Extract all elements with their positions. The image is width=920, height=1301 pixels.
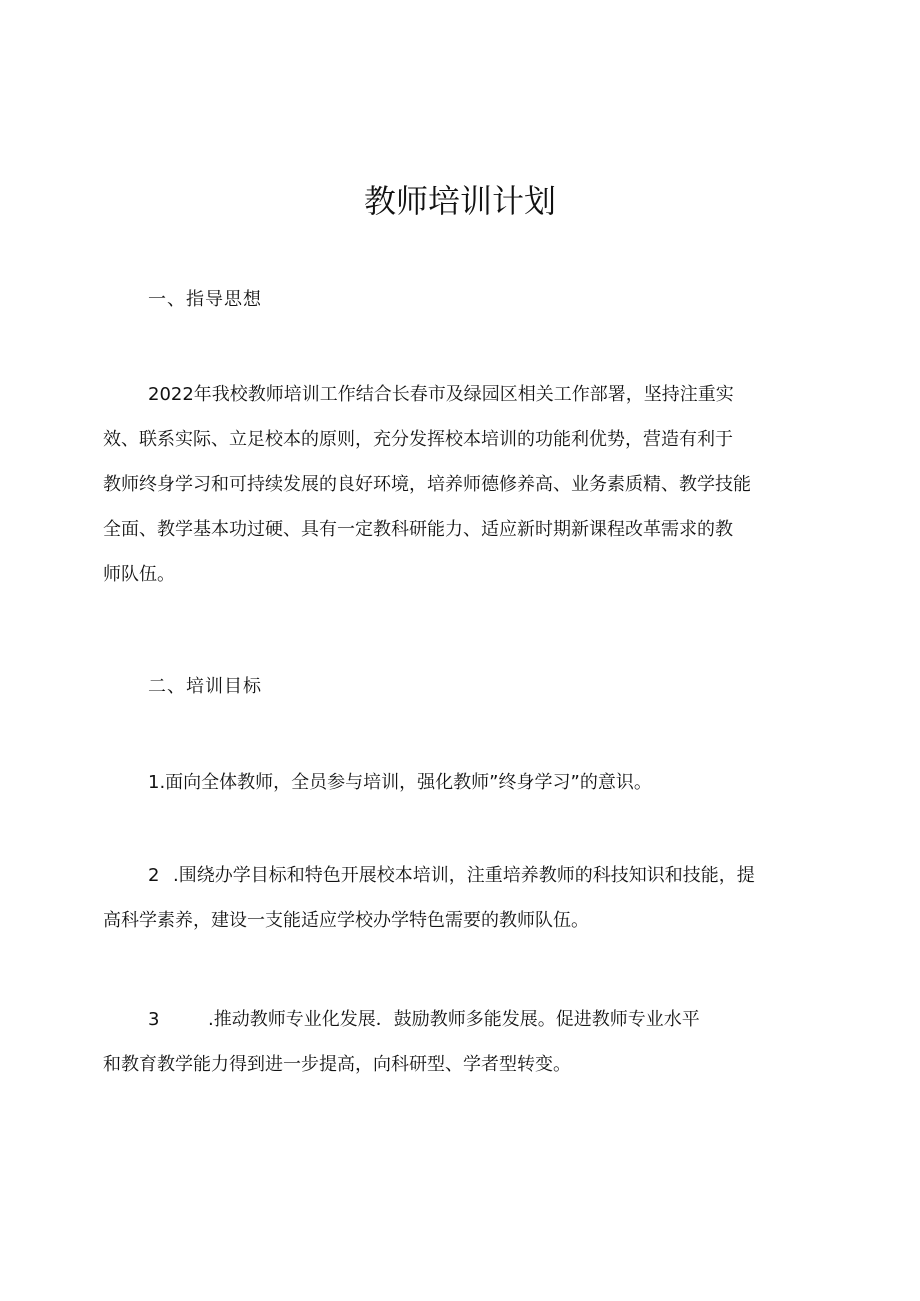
goal-item-text: .围绕办学目标和特色开展校本培训，注重培养教师的科技知识和技能，提	[173, 865, 755, 886]
document-title: 教师培训计划	[363, 182, 556, 220]
paragraph-line: 1.面向全体教师，全员参与培训，强化教师”终身学习”的意识。	[148, 772, 652, 793]
paragraph-line: 2022年我校教师培训工作结合长春市及绿园区相关工作部署，坚持注重实	[148, 384, 734, 405]
section-heading-guiding-thought: 一、指导思想	[148, 289, 262, 310]
section-heading-training-goals: 二、培训目标	[148, 676, 262, 697]
goal-item-number: 2	[148, 865, 160, 886]
goal-item-2	[103, 853, 823, 943]
paragraph-line: 师队伍。	[103, 564, 175, 585]
goal-item-text: .推动教师专业化发展．鼓励教师多能发展。促进教师专业水平	[208, 1009, 700, 1030]
paragraph-line: 教师终身学习和可持续发展的良好环境，培养师德修养高、业务素质精、教学技能	[103, 474, 751, 495]
paragraph-line: 和教育教学能力得到进一步提高，向科研型、学者型转变。	[103, 1054, 571, 1075]
paragraph-line: 高科学素养，建设一支能适应学校办学特色需要的教师队伍。	[103, 910, 589, 931]
goal-item-3	[103, 997, 823, 1087]
paragraph-guiding-thought	[103, 372, 823, 597]
paragraph-line	[103, 997, 823, 1042]
paragraph-line: 全面、教学基本功过硬、具有一定教科研能力、适应新时期新课程改革需求的教	[103, 519, 733, 540]
paragraph-line: 效、联系实际、立足校本的原则，充分发挥校本培训的功能利优势，营造有利于	[103, 429, 733, 450]
goal-item-1	[103, 760, 823, 805]
goal-item-number: 3	[148, 1009, 160, 1030]
paragraph-line	[103, 853, 823, 898]
